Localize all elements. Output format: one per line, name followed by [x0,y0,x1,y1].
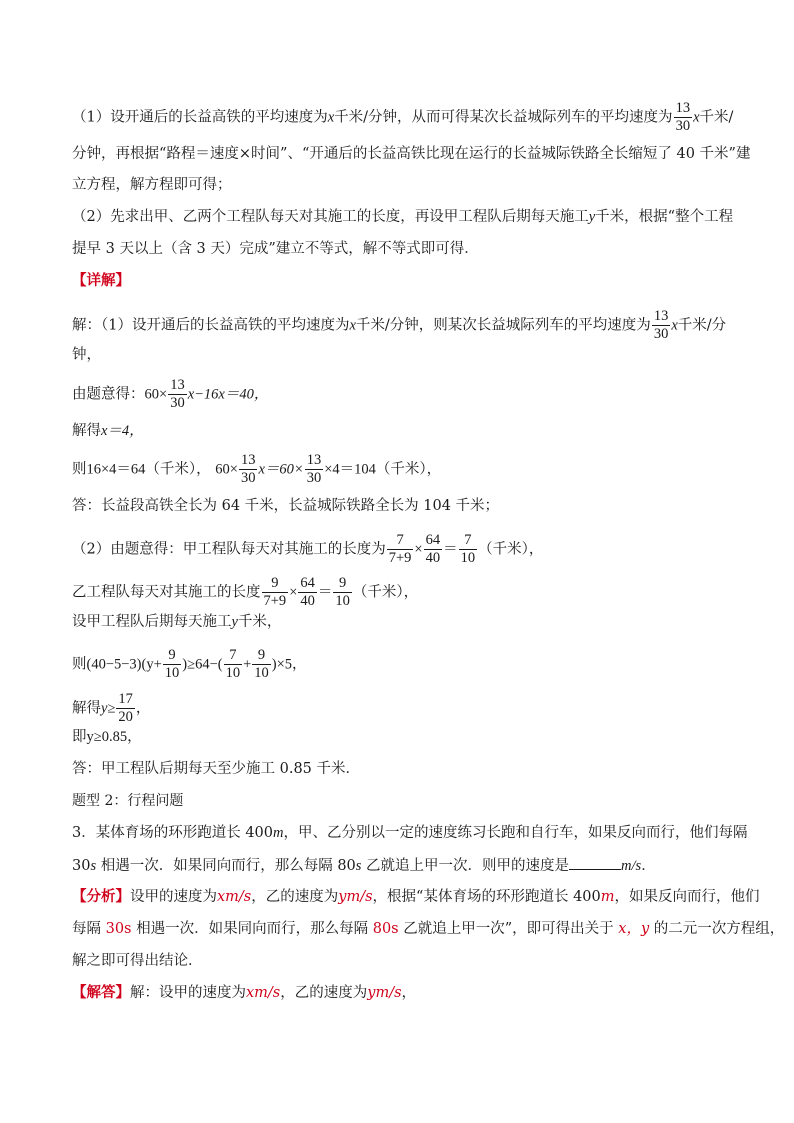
answer-2: 答：甲工程队后期每天至少施工 0.85 千米． [72,761,361,777]
denominator: 30 [653,326,669,342]
numerator: 13 [306,452,322,468]
text: 由题意得： [72,386,145,403]
numerator: 7 [224,647,243,665]
denominator: 30 [306,470,322,486]
numerator: 13 [240,452,256,468]
text: x＝4， [101,423,144,439]
text: × [289,584,298,601]
unit: s [355,858,362,874]
numerator: 17 [118,691,133,707]
answer-1: 答：长益段高铁全长为 64 千米，长益城际铁路全长为 104 千米； [72,498,500,514]
fraction-64-40 [298,575,317,610]
numerator: 9 [262,575,289,593]
text: 设甲的速度为 [130,889,217,905]
text: ， [135,700,151,717]
fraction-13-30 [168,377,187,412]
analysis-line-4 [72,207,733,227]
text: + [243,656,252,673]
numerator: 13 [170,377,185,393]
text: ＝ [317,584,333,601]
text: y≥ [101,700,116,717]
numerator: 9 [333,575,352,593]
text: ，如果反向而行，他们 [614,889,760,905]
text: 千米/分钟，则某次长益城际列车的平均速度为 [355,317,651,334]
text: 千米，根据“整个工程 [595,209,734,225]
unit: s [90,858,97,874]
numerator: 7 [459,532,478,550]
text: 相遇一次．如果同向而行，那么每隔 80 [96,858,356,874]
text: ym/s [367,985,402,1001]
jieda-label: 【解答】 [72,984,130,1001]
text: 千米/ [699,109,734,126]
fenxi-line-3: 解之即可得出结论． [72,953,203,969]
text: 千米/分 [677,317,727,334]
text: 千米， [237,614,282,630]
question-line-1 [72,823,748,843]
fraction-13-30 [239,452,258,487]
analysis-line-1 [72,100,733,135]
var-x: x [671,317,678,334]
var-y: y [231,614,238,630]
text: 3．某体育场的环形跑道长 400 [72,825,274,841]
denominator: 7+9 [388,550,412,566]
fraction-9-10 [163,647,182,682]
unit: m/s [621,858,642,874]
detail-line-1 [72,308,726,343]
denominator: 10 [335,593,350,609]
calc-line [72,452,441,487]
denominator: 40 [300,593,315,609]
analysis-line-3: 立方程，解方程即可得； [72,177,232,193]
text: 解：（1）设开通后的长益高铁的平均速度为 [72,317,350,334]
fraction-7-10 [459,532,478,567]
text: （2）先求出甲、乙两个工程队每天对其施工的长度，再设甲工程队后期每天施工 [72,209,589,225]
unit: m [273,825,284,841]
text: 的二元一次方程组， [653,921,785,937]
denominator: 30 [240,470,256,486]
numerator: 64 [425,532,441,548]
text: 16×4＝64（千米）， [86,461,211,478]
solution-3: 即y≥0.85， [72,729,142,745]
text: x，y [613,921,654,937]
denominator: 30 [675,118,691,134]
text: xm/s [217,889,252,905]
denominator: 30 [170,395,185,411]
denominator: 7+9 [263,593,287,609]
fraction-13-30 [674,100,693,135]
var-x: x [327,109,335,126]
solution-2 [72,691,150,726]
fenxi-line-2 [72,919,784,939]
denominator: 10 [225,665,241,681]
text: )×5， [271,656,307,673]
text: 解得 [72,423,101,439]
text: 30 [72,858,91,874]
fraction-64-40 [424,532,443,567]
fraction-9-10 [333,575,352,610]
fenxi-line-1 [72,887,760,907]
denominator: 40 [425,550,441,566]
detail-part2-line-1 [72,532,543,567]
text: × [414,541,423,558]
text: ，根据“某体育场的环形跑道长 400 [372,889,601,905]
numerator: 64 [300,575,315,591]
text: （2）由题意得：甲工程队每天对其施工的长度为 [72,541,386,558]
analysis-line-2: 分钟，再根据“路程＝速度×时间”、“开通后的长益高铁比现在运行的长益城际铁路全长缩短了 40 千米”建 [72,146,751,162]
detail-line-2: 钟， [72,347,101,363]
text: 则(40−5−3)(y+ [72,656,162,673]
text: 30s [105,921,132,937]
denominator: 10 [254,665,269,681]
numerator: 13 [653,308,669,324]
fraction-17-20 [116,691,135,726]
text: 乙就追上甲一次．则甲的速度是 [361,858,570,874]
text: 60× [215,461,238,478]
text: 解得 [72,700,101,717]
detail-heading: 【详解】 [72,272,130,289]
text: ，乙的速度为 [251,889,339,905]
text: ×4＝104（千米）， [324,461,442,478]
analysis-line-5: 提早 3 天以上（含 3 天）完成”建立不等式，解不等式即可得． [72,241,479,257]
equation-1 [72,377,268,412]
text: 千米/分钟，从而可得某次长益城际列车的平均速度为 [334,109,673,126]
text: 乙工程队每天对其施工的长度 [72,584,261,601]
section-title: 题型 2：行程问题 [72,793,184,809]
solution-1 [72,421,144,441]
denominator: 10 [164,665,180,681]
question-line-2 [72,855,656,876]
text: 80s [372,921,399,937]
text: 解：设甲的速度为 [130,985,246,1001]
detail-part2-line-3 [72,612,281,632]
text: 60× [144,386,168,403]
jieda-line-1 [72,983,416,1003]
fraction-9-16 [262,575,289,610]
fraction-7-16 [387,532,414,567]
detail-part2-line-2 [72,575,418,610]
text: 乙就追上甲一次”，即可得出关于 [398,921,614,937]
var-y: y [588,209,596,225]
text: （千米）， [352,584,419,601]
numerator: 9 [252,647,271,665]
text: ， [401,985,417,1001]
fraction-13-30 [305,452,324,487]
numerator: 9 [163,647,182,665]
text: m [600,889,615,905]
text: 设甲工程队后期每天施工 [72,614,232,630]
numerator: 7 [387,532,414,550]
var-x: x [693,109,700,126]
fenxi-label: 【分析】 [72,888,130,905]
text: ，乙的速度为 [280,985,368,1001]
fraction-9-10 [252,647,271,682]
fraction-7-10 [224,647,243,682]
text: xm/s [246,985,281,1001]
text: x−16x＝40， [187,386,269,403]
text: x＝60× [258,461,304,478]
text: )≥64−( [182,656,223,673]
denominator: 10 [460,550,476,566]
text: ． [641,858,656,874]
answer-blank [569,855,621,870]
var-x: x [349,317,356,334]
denominator: 20 [118,709,133,725]
inequality [72,647,307,682]
text: ＝ [443,541,458,558]
text: ym/s [338,889,373,905]
text: （千米）， [478,541,544,558]
fraction-13-30 [652,308,671,343]
text: （1）设开通后的长益高铁的平均速度为 [72,109,328,126]
text: ，甲、乙分别以一定的速度练习长跑和自行车，如果反向而行，他们每隔 [283,825,748,841]
text: 每隔 [72,921,106,937]
text: 则 [72,461,87,478]
numerator: 13 [675,100,691,116]
text: 相遇一次．如果同向而行，那么每隔 [131,921,373,937]
